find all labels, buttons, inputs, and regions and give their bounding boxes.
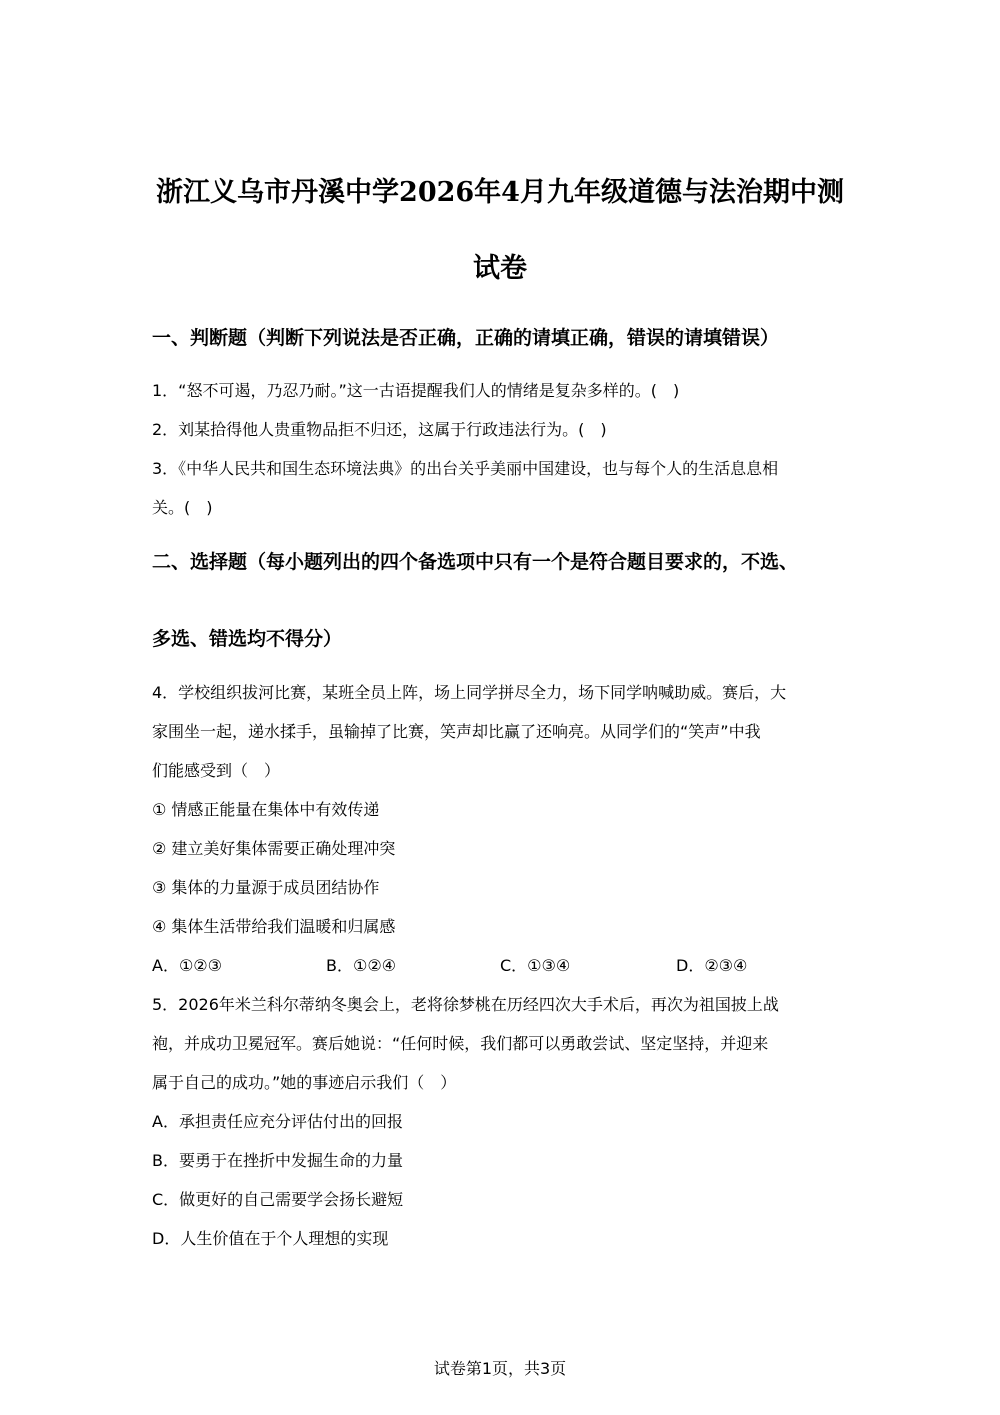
- question-3-line2: 关。( ): [152, 498, 213, 517]
- section1-heading: 一、判断题（判断下列说法是否正确，正确的请填正确，错误的请填错误）: [152, 327, 780, 349]
- question-1: 1．“怒不可遏，乃忍乃耐。”这一古语提醒我们人的情绪是复杂多样的。( ): [152, 381, 680, 400]
- question-5-option-a: A．承担责任应充分评估付出的回报: [152, 1112, 403, 1131]
- section2-heading-line2: 多选、错选均不得分）: [152, 628, 343, 650]
- question-5-option-d: D．人生价值在于个人理想的实现: [152, 1229, 389, 1248]
- question-3-line1: 3．《中华人民共和国生态环境法典》的出台关乎美丽中国建设，也与每个人的生活息息相: [152, 459, 779, 478]
- question-4-statement-2: ② 建立美好集体需要正确处理冲突: [152, 839, 396, 858]
- question-5-line3: 属于自己的成功。”她的事迹启示我们（ ）: [152, 1073, 457, 1092]
- question-5-line2: 袍，并成功卫冕冠军。赛后她说：“任何时候，我们都可以勇敢尝试、坚定坚持，并迎来: [152, 1034, 769, 1053]
- question-5-option-b: B．要勇于在挫折中发掘生命的力量: [152, 1151, 403, 1170]
- question-4-line3: 们能感受到（ ）: [152, 761, 281, 780]
- question-5-line1: 5．2026年米兰科尔蒂纳冬奥会上，老将徐梦桃在历经四次大手术后，再次为祖国披上战: [152, 995, 779, 1014]
- question-4-line1: 4．学校组织拔河比赛，某班全员上阵，场上同学拼尽全力，场下同学呐喊助威。赛后，大: [152, 683, 787, 702]
- exam-title-line2: 试卷: [473, 253, 527, 284]
- question-4-option-d: D．②③④: [676, 956, 748, 975]
- question-4-statement-3: ③ 集体的力量源于成员团结协作: [152, 878, 380, 897]
- page-footer: 试卷第1页，共3页: [433, 1359, 567, 1378]
- question-4-option-b: B．①②④: [326, 956, 397, 975]
- section2-heading-line1: 二、选择题（每小题列出的四个备选项中只有一个是符合题目要求的，不选、: [152, 551, 799, 573]
- question-4-option-a: A．①②③: [152, 956, 222, 975]
- question-4-statement-1: ① 情感正能量在集体中有效传递: [152, 800, 380, 819]
- question-4-statement-4: ④ 集体生活带给我们温暖和归属感: [152, 917, 396, 936]
- question-4-line2: 家围坐一起，递水揉手，虽输掉了比赛，笑声却比赢了还响亮。从同学们的“笑声”中我: [152, 722, 761, 741]
- question-4-option-c: C．①③④: [500, 956, 571, 975]
- question-2: 2．刘某拾得他人贵重物品拒不归还，这属于行政违法行为。( ): [152, 420, 607, 439]
- question-5-option-c: C．做更好的自己需要学会扬长避短: [152, 1190, 404, 1209]
- exam-title-line1: 浙江义乌市丹溪中学2026年4月九年级道德与法治期中测: [156, 177, 844, 208]
